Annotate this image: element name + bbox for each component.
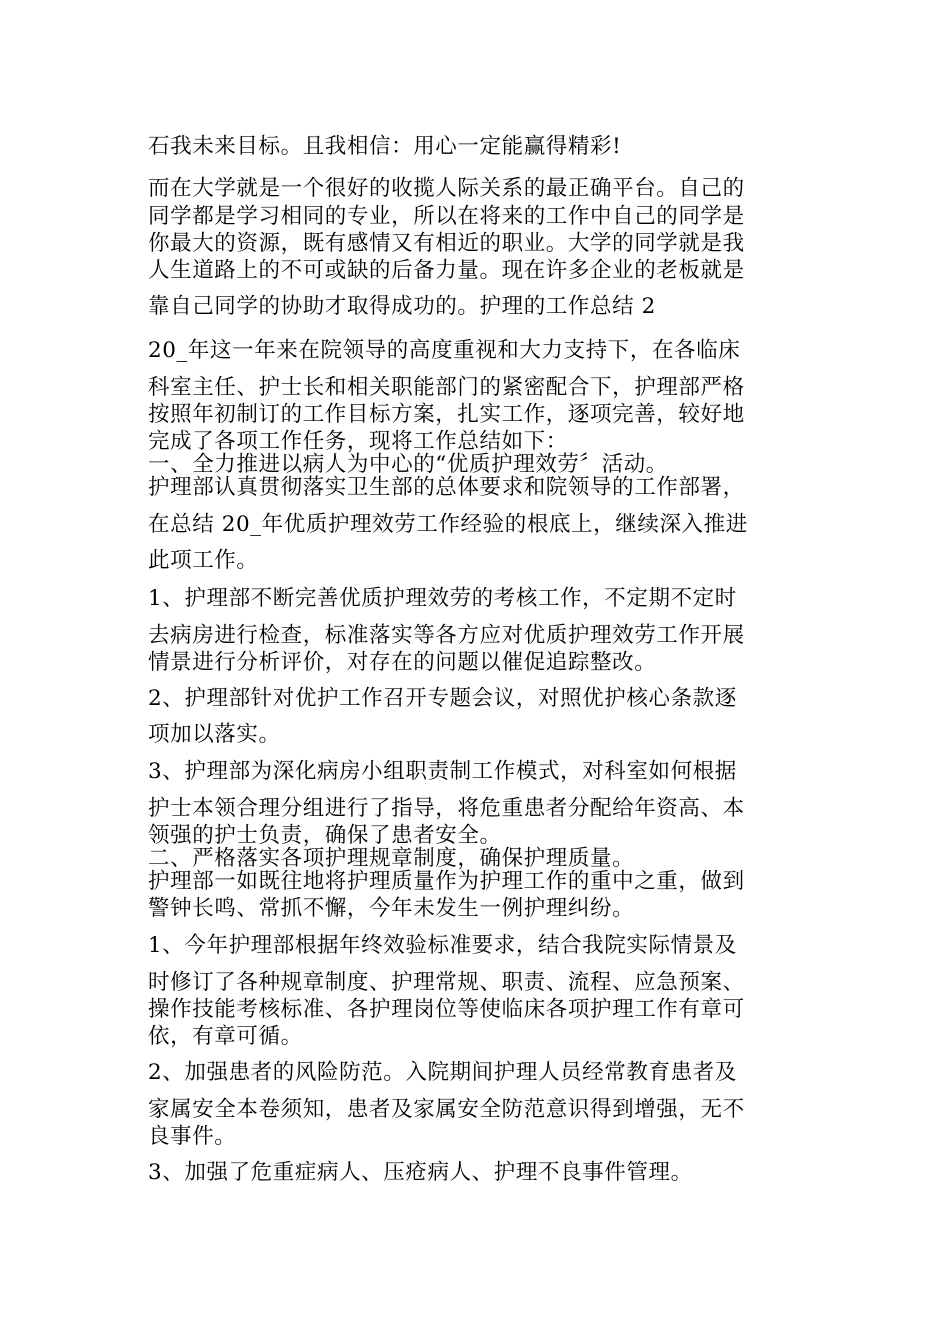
text-line: 依，有章可循。 <box>148 1024 303 1049</box>
section-heading: 二、严格落实各项护理规章制度，确保护理质量。 <box>148 846 635 871</box>
text-line: 良事件。 <box>148 1124 237 1149</box>
text-line: 护士本领合理分组进行了指导，将危重患者分配给年资高、本 <box>148 796 745 821</box>
text-line: 护理部认真贯彻落实卫生部的总体要求和院领导的工作部署， <box>148 475 745 500</box>
text-line: 2、加强患者的风险防范。入院期间护理人员经常教育患者及 <box>148 1060 737 1085</box>
text-line: 石我未来目标。且我相信：用心一定能赢得精彩! <box>148 134 622 159</box>
text-line: 科室主任、护士长和相关职能部门的紧密配合下，护理部严格 <box>148 375 745 400</box>
text-line: 在总结 20_年优质护理效劳工作经验的根底上，继续深入推进 <box>148 512 748 537</box>
text-line: 同学都是学习相同的专业，所以在将来的工作中自己的同学是 <box>148 204 745 229</box>
text-line: 领强的护士负责，确保了患者安全。 <box>148 823 502 848</box>
text-line: 项加以落实。 <box>148 722 281 747</box>
text-line: 完成了各项工作任务，现将工作总结如下： <box>148 429 568 454</box>
text-line: 去病房进行检查，标准落实等各方应对优质护理效劳工作开展 <box>148 623 745 648</box>
text-line: 按照年初制订的工作目标方案，扎实工作，逐项完善，较好地 <box>148 402 745 427</box>
text-line: 家属安全本卷须知，患者及家属安全防范意识得到增强，无不 <box>148 1097 745 1122</box>
text-line: 2、护理部针对优护工作召开专题会议，对照优护核心条款逐 <box>148 686 737 711</box>
text-line: 此项工作。 <box>148 548 259 573</box>
text-line: 时修订了各种规章制度、护理常规、职责、流程、应急预案、 <box>148 970 745 995</box>
text-line: 而在大学就是一个很好的收揽人际关系的最正确平台。自己的 <box>148 176 745 201</box>
text-line: 操作技能考核标准、各护理岗位等使临床各项护理工作有章可 <box>148 997 745 1022</box>
text-line: 20_年这一年来在院领导的高度重视和大力支持下，在各临床 <box>148 338 741 363</box>
text-line: 1、今年护理部根据年终效验标准要求，结合我院实际情景及 <box>148 933 737 958</box>
text-line: 3、加强了危重症病人、压疮病人、护理不良事件管理。 <box>148 1160 693 1185</box>
text-line: 人生道路上的不可或缺的后备力量。现在许多企业的老板就是 <box>148 258 745 283</box>
text-line: 警钟长鸣、常抓不懈，今年未发生一例护理纠纷。 <box>148 896 635 921</box>
text-line: 护理部一如既往地将护理质量作为护理工作的重中之重，做到 <box>148 869 745 894</box>
text-line: 1、护理部不断完善优质护理效劳的考核工作，不定期不定时 <box>148 586 737 611</box>
text-line: 靠自己同学的协助才取得成功的。护理的工作总结 2 <box>148 294 656 319</box>
section-heading: 一、全力推进以病人为中心的“优质护理效劳〞活动。 <box>148 452 668 477</box>
text-line: 你最大的资源，既有感情又有相近的职业。大学的同学就是我 <box>148 231 745 256</box>
text-line: 3、护理部为深化病房小组职责制工作模式，对科室如何根据 <box>148 759 737 784</box>
text-line: 情景进行分析评价，对存在的问题以催促追踪整改。 <box>148 650 657 675</box>
